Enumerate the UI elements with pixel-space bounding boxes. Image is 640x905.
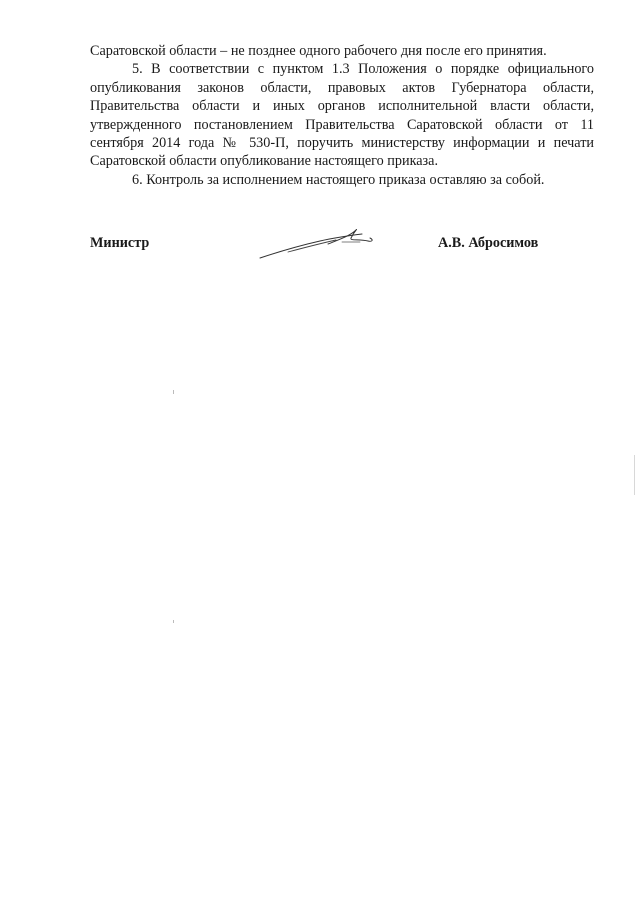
scan-artifact	[173, 620, 174, 623]
scan-artifact	[634, 455, 635, 495]
signatory-title: Министр	[90, 235, 150, 251]
document-body	[90, 42, 594, 189]
scan-artifact	[173, 390, 174, 394]
paragraph-6: 6. Контроль за исполнением настоящего приказа оставляю за собой.	[132, 171, 545, 188]
paragraph-5: 5. В соответствии с пунктом 1.3 Положения о порядке официального опубликования законов области, правовых актов Губернатора области, Правительства области и иных органов исполнительной власти области, утвержденного постановлением Правительства Саратовской области от 11 сентября 2014 года № 530-П, поручить министерству информации и печати Саратовской области опубликование настоящего приказа.	[90, 61, 594, 170]
handwritten-signature-icon	[258, 224, 378, 264]
signature-block	[90, 232, 590, 272]
signatory-name: А.В. Абросимов	[438, 235, 539, 251]
paragraph-continuation: Саратовской области – не позднее одного рабочего дня после его принятия.	[90, 43, 547, 59]
